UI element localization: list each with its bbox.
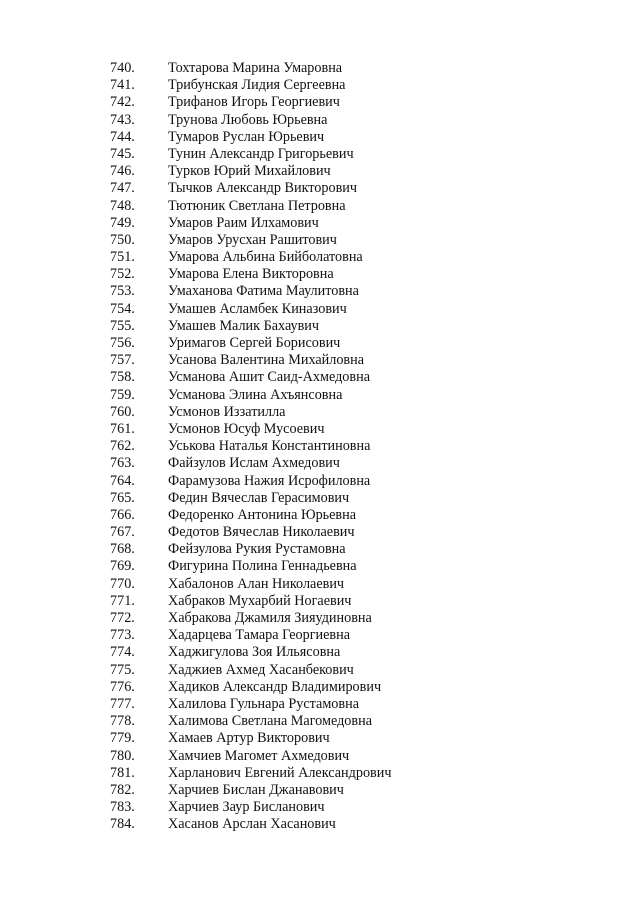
list-item (0, 507, 640, 524)
entry-number: 745. (110, 145, 135, 162)
list-item (0, 387, 640, 404)
list-item (0, 249, 640, 266)
list-item (0, 163, 640, 180)
entry-name: Тохтарова Марина Умаровна (168, 60, 343, 76)
list-item (0, 438, 640, 455)
list-item (0, 713, 640, 730)
entry-number: 758. (110, 369, 135, 386)
list-item (0, 283, 640, 300)
entry-number: 753. (110, 283, 135, 300)
entry-number: 777. (110, 695, 135, 712)
entry-name: Халимова Светлана Магомедовна (168, 713, 372, 730)
entry-number: 766. (110, 506, 135, 523)
entry-number: 771. (110, 592, 135, 609)
list-item (0, 77, 640, 94)
entry-number: 759. (110, 386, 135, 403)
entry-name: Трунова Любовь Юрьевна (168, 111, 328, 128)
list-item (0, 335, 640, 352)
entry-name: Хаджигулова Зоя Ильясовна (168, 644, 341, 661)
entry-number: 750. (110, 231, 135, 248)
entry-name: Федоренко Антонина Юрьевна (168, 506, 357, 523)
list-item (0, 593, 640, 610)
entry-number: 755. (110, 317, 135, 334)
entry-name: Умашев Асламбек Киназович (168, 300, 347, 317)
entry-number: 754. (110, 300, 135, 317)
list-item (0, 524, 640, 541)
entry-number: 747. (110, 180, 135, 197)
entry-name: Умаханова Фатима Маулитовна (168, 283, 359, 300)
entry-number: 767. (110, 524, 135, 541)
entry-number: 775. (110, 661, 135, 678)
entry-number: 772. (110, 610, 135, 626)
list-item (0, 558, 640, 575)
list-item (0, 318, 640, 335)
entry-number: 741. (110, 77, 135, 94)
entry-name: Хамаев Артур Викторович (168, 730, 330, 747)
list-item (0, 215, 640, 232)
entry-name: Тумаров Руслан Юрьевич (168, 128, 325, 145)
entry-number: 757. (110, 352, 135, 369)
list-item (0, 404, 640, 421)
list-item (0, 112, 640, 129)
entry-number: 748. (110, 197, 135, 214)
list-item (0, 799, 640, 816)
list-item (0, 369, 640, 386)
entry-name: Харчиев Заур Бисланович (168, 799, 325, 816)
list-item (0, 146, 640, 163)
entry-number: 756. (110, 335, 135, 351)
list-item (0, 644, 640, 661)
entry-name: Фарамузова Нажия Исрофиловна (168, 472, 371, 489)
entry-number: 774. (110, 644, 135, 661)
entry-name: Хабалонов Алан Николаевич (168, 575, 345, 592)
entry-name: Файзулов Ислам Ахмедович (168, 455, 340, 472)
list-item (0, 180, 640, 197)
list-item (0, 730, 640, 747)
list-item (0, 576, 640, 593)
entry-name: Хамчиев Магомет Ахмедович (168, 747, 350, 764)
entry-name: Хадиков Александр Владимирович (168, 678, 382, 695)
entry-number: 746. (110, 163, 135, 180)
entry-name: Тычков Александр Викторович (168, 180, 358, 197)
entry-name: Уськова Наталья Константиновна (168, 438, 371, 455)
entry-number: 760. (110, 403, 135, 420)
entry-name: Фигурина Полина Геннадьевна (168, 558, 357, 575)
entry-name: Халилова Гульнара Рустамовна (168, 695, 359, 712)
entry-name: Харчиев Бислан Джанавович (168, 781, 344, 798)
entry-name: Умарова Альбина Бийболатовна (168, 249, 363, 266)
entry-number: 770. (110, 575, 135, 592)
list-item (0, 421, 640, 438)
list-item (0, 782, 640, 799)
entry-name: Хаджиев Ахмед Хасанбекович (168, 661, 354, 678)
entry-number: 776. (110, 678, 135, 695)
entry-number: 780. (110, 747, 135, 764)
list-item (0, 696, 640, 713)
list-item (0, 816, 640, 833)
entry-name: Трибунская Лидия Сергеевна (168, 77, 346, 94)
entry-number: 752. (110, 266, 135, 283)
entry-number: 742. (110, 94, 135, 111)
entry-number: 740. (110, 60, 135, 76)
entry-number: 773. (110, 627, 135, 644)
entry-name: Усманова Ашит Саид-Ахмедовна (168, 369, 370, 386)
entry-name: Уримагов Сергей Борисович (168, 335, 341, 351)
list-item (0, 679, 640, 696)
entry-name: Турков Юрий Михайлович (168, 163, 331, 180)
list-item (0, 455, 640, 472)
entry-name: Тютюник Светлана Петровна (168, 197, 346, 214)
list-item (0, 60, 640, 77)
entry-name: Умаров Урусхан Рашитович (168, 231, 337, 248)
entry-number: 784. (110, 816, 135, 833)
list-item (0, 490, 640, 507)
entry-name: Усманова Элина Ахъянсовна (168, 386, 343, 403)
entry-name: Федотов Вячеслав Николаевич (168, 524, 355, 541)
entry-name: Усмонов Иззатилла (168, 403, 286, 420)
entry-number: 782. (110, 781, 135, 798)
entry-number: 779. (110, 730, 135, 747)
list-item (0, 94, 640, 111)
entry-name: Умашев Малик Бахаувич (168, 317, 320, 334)
entry-name: Хадарцева Тамара Георгиевна (168, 627, 351, 644)
list-item (0, 301, 640, 318)
entry-name: Усмонов Юсуф Мусоевич (168, 420, 325, 437)
entry-number: 762. (110, 438, 135, 455)
list-item (0, 765, 640, 782)
entry-number: 744. (110, 128, 135, 145)
list-item (0, 541, 640, 558)
entry-name: Умарова Елена Викторовна (168, 266, 334, 283)
entry-name: Трифанов Игорь Георгиевич (168, 94, 340, 111)
entry-name: Умаров Раим Илхамович (168, 214, 319, 231)
entry-number: 751. (110, 249, 135, 266)
entry-number: 781. (110, 764, 135, 781)
entry-number: 764. (110, 472, 135, 489)
entry-number: 749. (110, 214, 135, 231)
entry-number: 765. (110, 489, 135, 506)
list-item (0, 748, 640, 765)
name-list (0, 60, 640, 833)
entry-name: Харланович Евгений Александрович (168, 764, 392, 781)
entry-name: Тунин Александр Григорьевич (168, 145, 354, 162)
list-item (0, 352, 640, 369)
list-item (0, 662, 640, 679)
list-item (0, 627, 640, 644)
entry-number: 743. (110, 111, 135, 128)
entry-number: 763. (110, 455, 135, 472)
list-item (0, 129, 640, 146)
entry-name: Федин Вячеслав Герасимович (168, 489, 350, 506)
entry-number: 768. (110, 541, 135, 558)
entry-number: 778. (110, 713, 135, 730)
entry-number: 761. (110, 420, 135, 437)
entry-name: Хабраков Мухарбий Ногаевич (168, 592, 352, 609)
list-item (0, 232, 640, 249)
entry-number: 769. (110, 558, 135, 575)
list-item (0, 610, 640, 627)
entry-name: Хасанов Арслан Хасанович (168, 816, 336, 833)
entry-name: Фейзулова Рукия Рустамовна (168, 541, 346, 558)
list-item (0, 198, 640, 215)
list-item (0, 473, 640, 490)
entry-name: Хабракова Джамиля Зияудиновна (168, 610, 372, 626)
entry-number: 783. (110, 799, 135, 816)
entry-name: Усанова Валентина Михайловна (168, 352, 364, 369)
list-item (0, 266, 640, 283)
